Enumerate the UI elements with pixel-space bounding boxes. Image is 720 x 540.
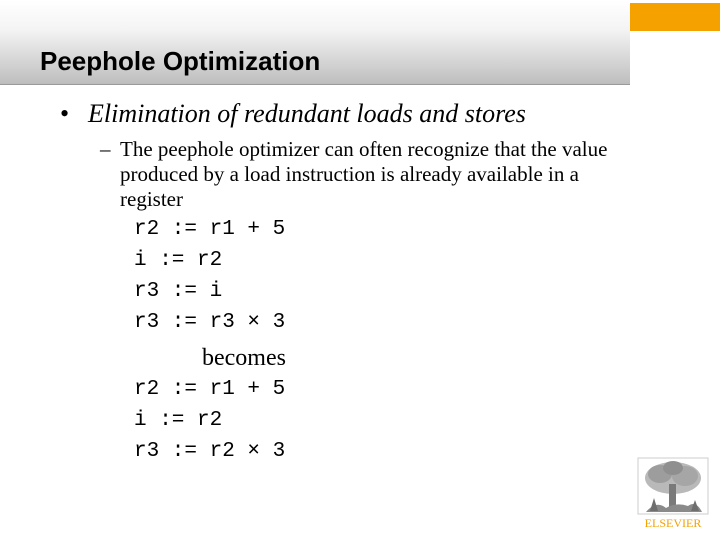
sub-bullet-item (100, 137, 620, 212)
bullet-item (60, 98, 526, 130)
transition-text: becomes (202, 345, 286, 371)
tree-icon (636, 456, 710, 530)
bullet-text: Elimination of redundant loads and stores (88, 99, 526, 128)
elsevier-wordmark: ELSEVIER (644, 516, 702, 530)
slide-title: Peephole Optimization (40, 46, 321, 76)
code-before-line: i := r2 (134, 249, 223, 272)
elsevier-logo (636, 456, 710, 530)
code-before-line: r3 := i (134, 280, 223, 303)
bullet-dot-icon: • (60, 99, 70, 128)
dash-icon: – (100, 137, 111, 161)
accent-bar (630, 3, 720, 31)
code-after-line: i := r2 (134, 409, 223, 432)
code-before-line: r3 := r3 × 3 (134, 311, 286, 334)
code-after-line: r3 := r2 × 3 (134, 440, 286, 463)
sub-bullet-text: The peephole optimizer can often recognize that the value produced by a load instruction is already available in a register (120, 137, 608, 211)
code-before-line: r2 := r1 + 5 (134, 218, 286, 241)
code-after-line: r2 := r1 + 5 (134, 378, 286, 401)
